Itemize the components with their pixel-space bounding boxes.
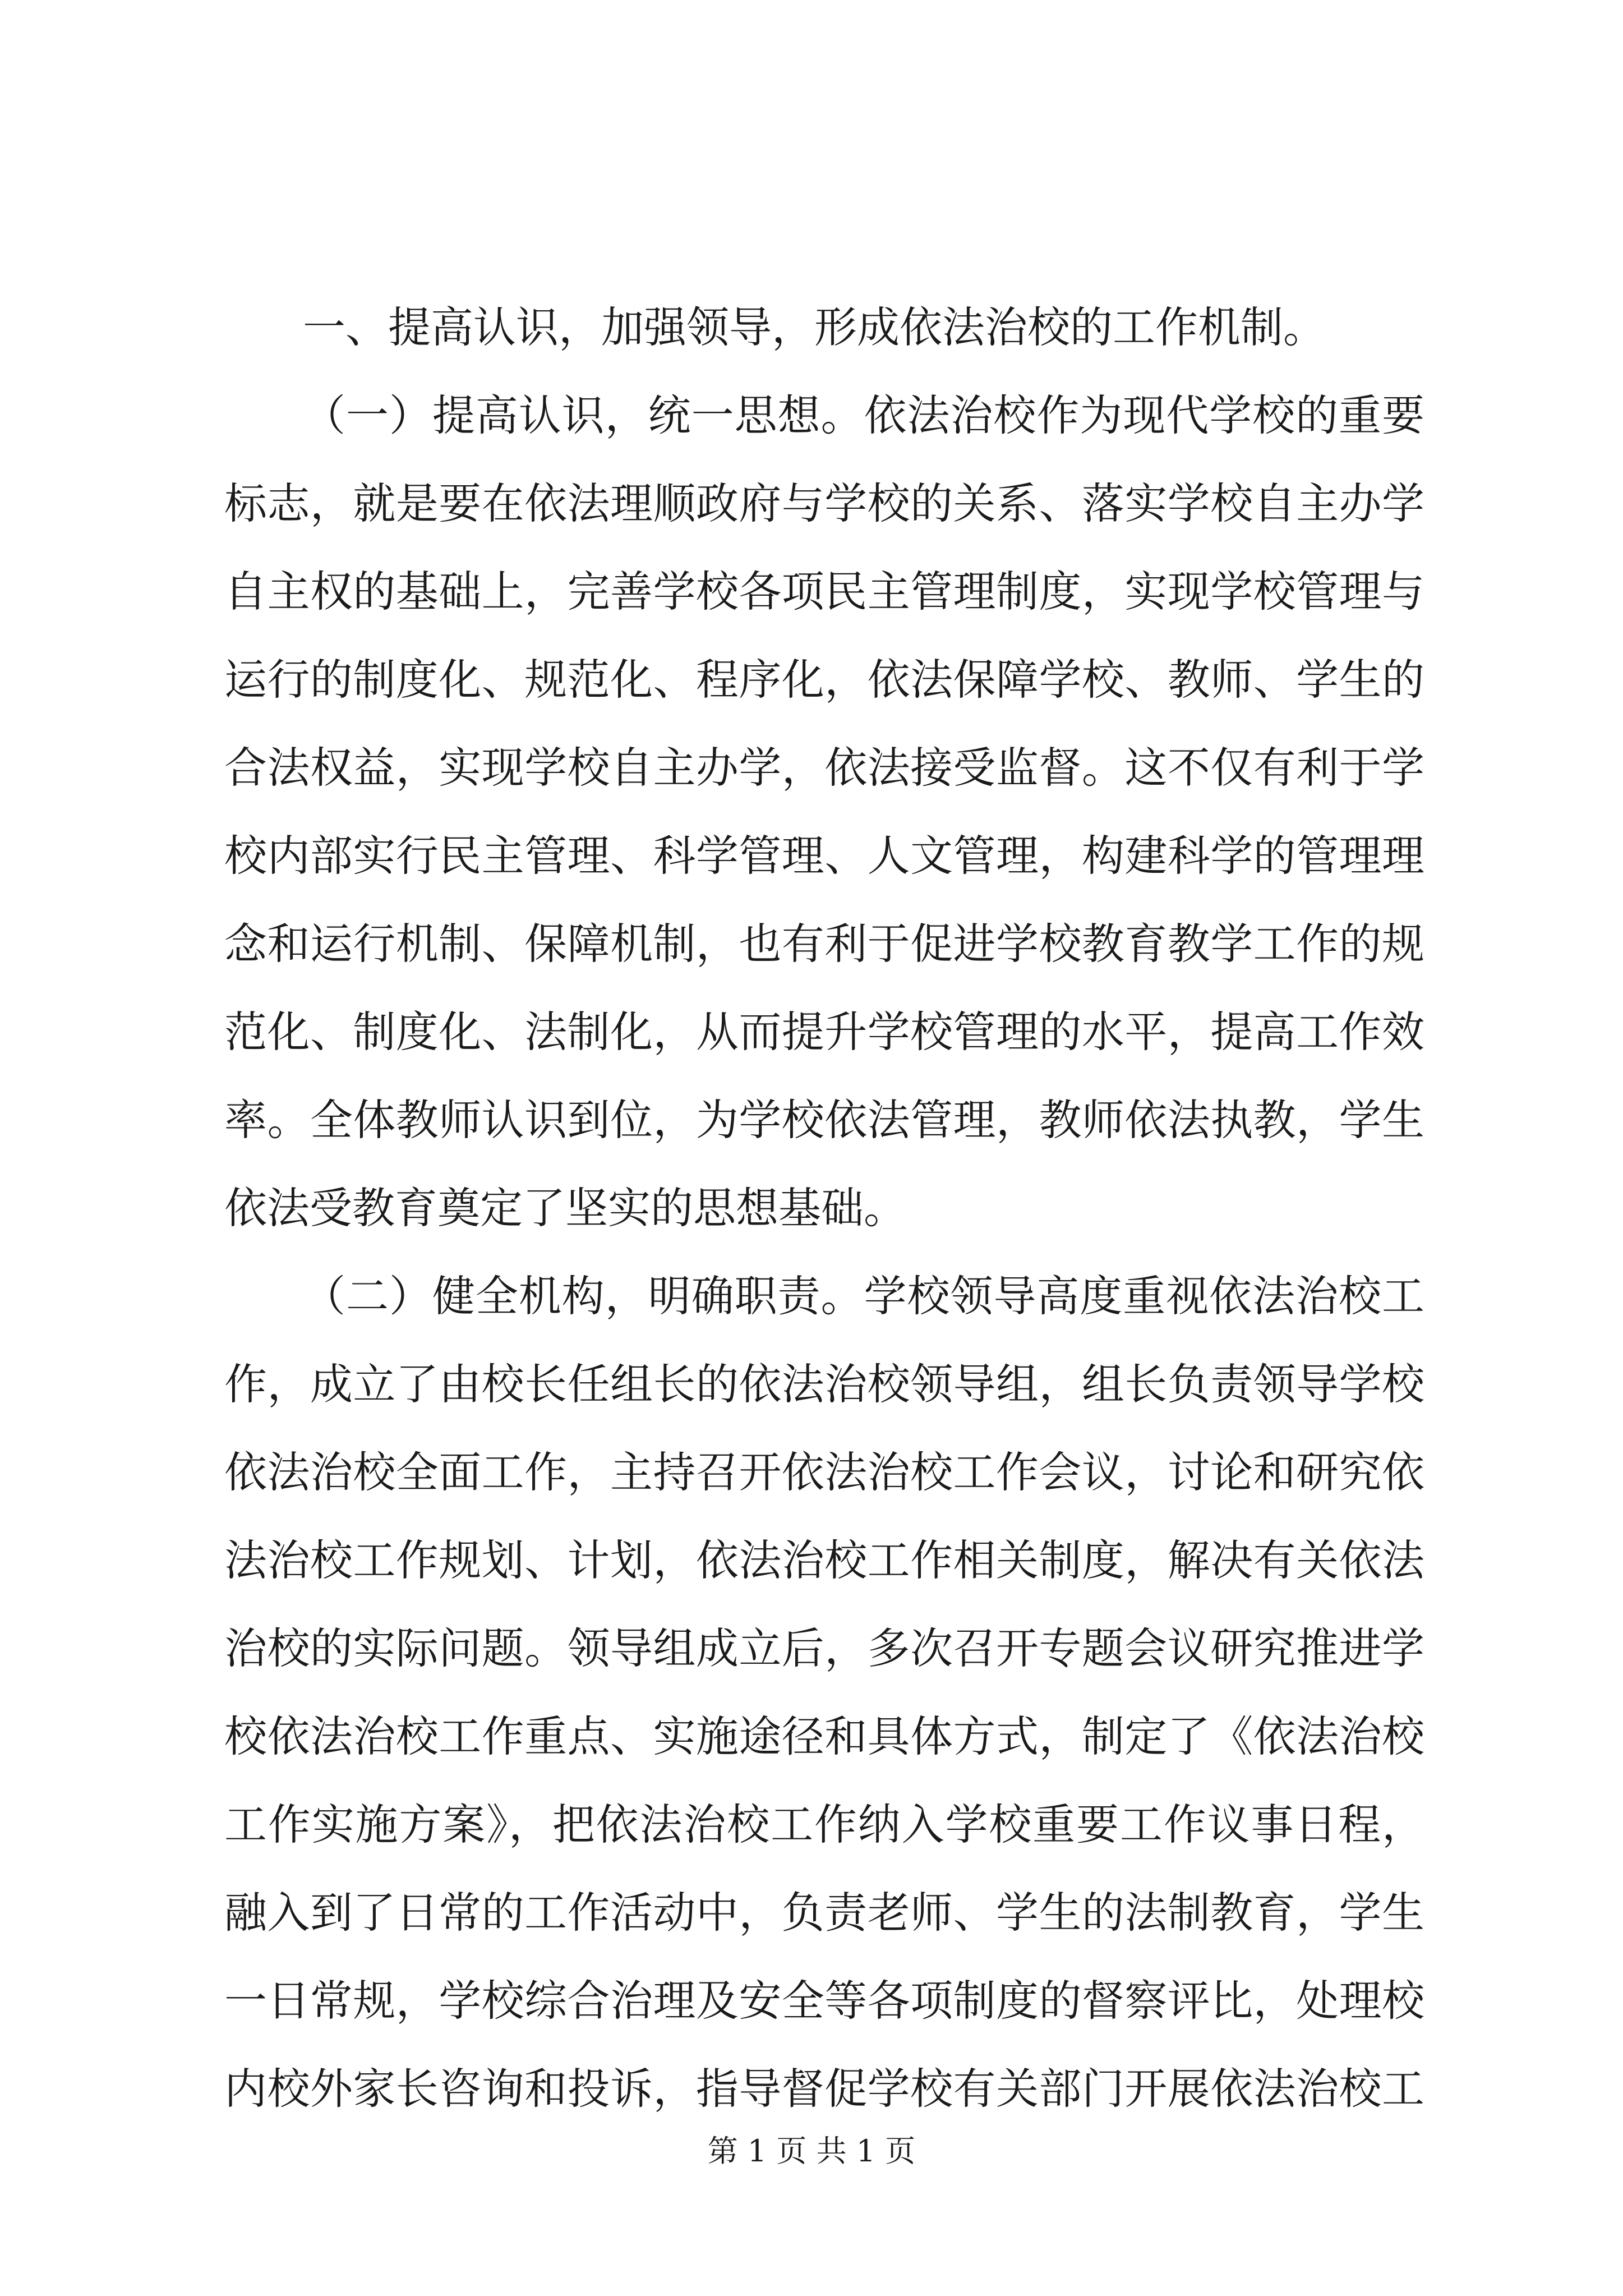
page-number: 第 1 页 共 1 页 [707, 2133, 916, 2169]
paragraph-1-line: 范化、制度化、法制化，从而提升学校管理的水平，提高工作效 [224, 1007, 1424, 1057]
paragraph-1-line: 自主权的基础上，完善学校各项民主管理制度，实现学校管理与 [224, 567, 1424, 616]
paragraph-1-line: 率。全体教师认识到位，为学校依法管理，教师依法执教，学生 [224, 1095, 1424, 1145]
paragraph-1-line: 合法权益，实现学校自主办学，依法接受监督。这不仅有利于学 [224, 743, 1424, 793]
paragraph-1-line: 校内部实行民主管理、科学管理、人文管理，构建科学的管理理 [224, 831, 1424, 881]
paragraph-1-line: 念和运行机制、保障机制，也有利于促进学校教育教学工作的规 [224, 919, 1424, 969]
paragraph-1-line: 依法受教育奠定了坚实的思想基础。 [224, 1183, 906, 1233]
page-footer [0, 2132, 1623, 2171]
paragraph-2-line: 法治校工作规划、计划，依法治校工作相关制度，解决有关依法 [224, 1535, 1424, 1585]
paragraph-1-line: 运行的制度化、规范化、程序化，依法保障学校、教师、学生的 [224, 655, 1424, 705]
paragraph-2-line: 依法治校全面工作，主持召开依法治校工作会议，讨论和研究依 [224, 1447, 1424, 1497]
paragraph-2-line: 工作实施方案》，把依法治校工作纳入学校重要工作议事日程， [224, 1800, 1424, 1849]
paragraph-2-line: 治校的实际问题。领导组成立后，多次召开专题会议研究推进学 [224, 1623, 1424, 1673]
paragraph-1-line: 标志，就是要在依法理顺政府与学校的关系、落实学校自主办学 [224, 478, 1424, 528]
paragraph-2-line: 校依法治校工作重点、实施途径和具体方式，制定了《依法治校 [224, 1711, 1424, 1761]
document-body [224, 283, 1424, 2133]
section-heading: 一、提高认识，加强领导，形成依法治校的工作机制。 [303, 302, 1326, 352]
paragraph-2-line: （二）健全机构，明确职责。学校领导高度重视依法治校工 [303, 1271, 1424, 1321]
paragraph-1-line: （一）提高认识，统一思想。依法治校作为现代学校的重要 [303, 390, 1424, 440]
paragraph-2-line: 内校外家长咨询和投诉，指导督促学校有关部门开展依法治校工 [224, 2064, 1424, 2114]
paragraph-2-line: 融入到了日常的工作活动中，负责老师、学生的法制教育，学生 [224, 1888, 1424, 1938]
paragraph-2-line: 作，成立了由校长任组长的依法治校领导组，组长负责领导学校 [224, 1359, 1424, 1409]
paragraph-2-line: 一日常规，学校综合治理及安全等各项制度的督察评比，处理校 [224, 1976, 1424, 2026]
